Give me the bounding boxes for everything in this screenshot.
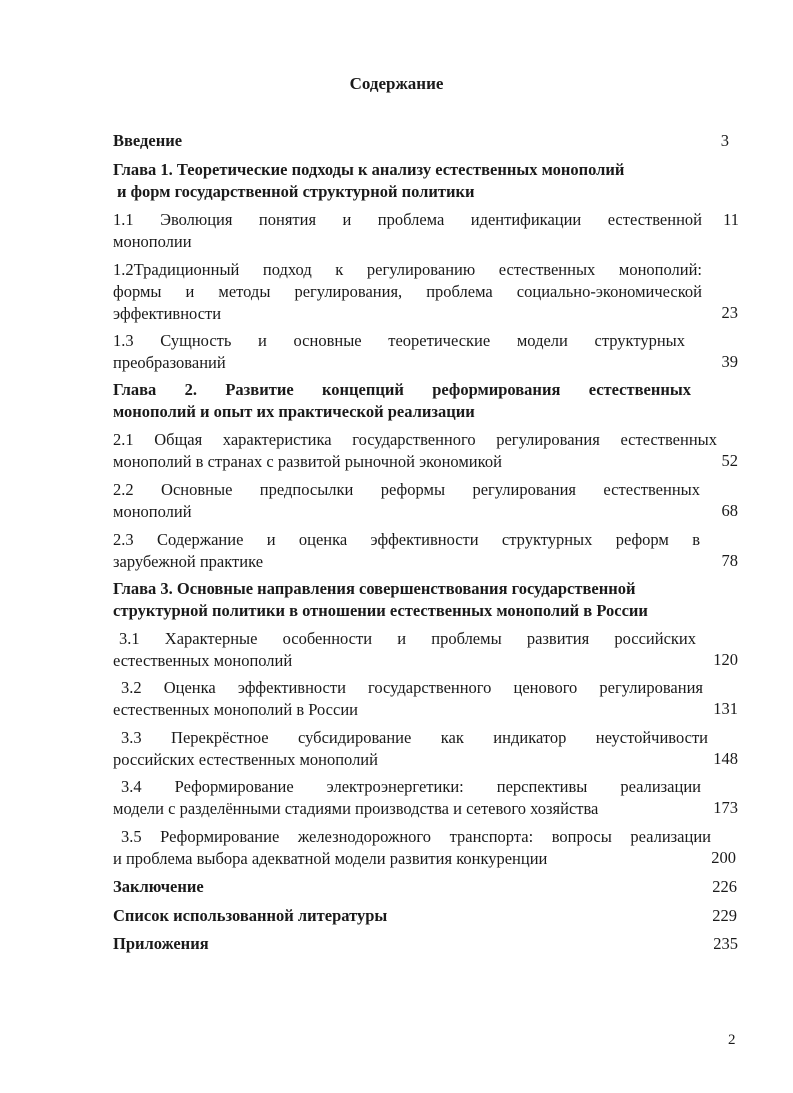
toc-item-3-1 — [113, 628, 696, 672]
toc-item-1-3-line2: преобразований — [113, 353, 226, 372]
toc-conclusion-page: 226 — [712, 877, 737, 896]
toc-item-1-1-page: 11 — [723, 210, 739, 229]
toc-item-3-5-line1: 3.5 Реформирование железнодорожного транспорта: вопросы реализации — [121, 827, 711, 846]
toc-item-2-1-page: 52 — [721, 451, 738, 470]
toc-item-2-2-line2: монополий — [113, 502, 192, 521]
toc-item-1-2-line3: эффективности — [113, 304, 222, 323]
toc-conclusion-label: Заключение — [113, 877, 204, 896]
toc-item-3-4-line1: 3.4 Реформирование электроэнергетики: перспективы реализации — [121, 777, 701, 796]
toc-item-1-2-page: 23 — [721, 303, 738, 322]
toc-item-1-2 — [113, 259, 702, 325]
toc-item-3-2-line1: 3.2 Оценка эффективности государственного ценового регулирования — [121, 678, 703, 697]
toc-references-page: 229 — [712, 906, 737, 925]
toc-item-2-1-line1: 2.1 Общая характеристика государственного регулирования естественных — [113, 430, 717, 449]
toc-item-1-1-line1: 1.1 Эволюция понятия и проблема идентификации естественной — [113, 210, 702, 229]
page-number: 2 — [728, 1032, 736, 1048]
toc-item-3-4-line2: модели с разделёнными стадиями производства и сетевого хозяйства — [113, 799, 599, 818]
chapter-2-title — [113, 379, 691, 423]
toc-item-3-1-line2: естественных монополий — [113, 651, 293, 670]
toc-references-label: Список использованной литературы — [113, 906, 388, 925]
toc-item-3-5-page: 200 — [711, 848, 736, 867]
toc-item-2-2-line1: 2.2 Основные предпосылки реформы регулирования естественных — [113, 480, 700, 499]
toc-item-3-5 — [113, 826, 711, 870]
toc-item-1-3-page: 39 — [721, 352, 738, 371]
toc-item-2-3-line2: зарубежной практике — [113, 552, 264, 571]
toc-item-1-1 — [113, 209, 702, 253]
toc-item-1-2-line1: 1.2Традиционный подход к регулированию естественных монополий: — [113, 260, 702, 279]
toc-item-3-5-line2: и проблема выбора адекватной модели развития конкуренции — [113, 849, 548, 868]
toc-item-2-2 — [113, 479, 700, 523]
chapter-3-title-line1: Глава 3. Основные направления совершенствования государственной — [113, 579, 636, 598]
toc-item-1-1-line2: монополии — [113, 232, 192, 251]
toc-item-1-2-line2: формы и методы регулирования, проблема социально-экономической — [113, 282, 702, 301]
chapter-1-title-line2: и форм государственной структурной политики — [117, 182, 475, 201]
toc-item-2-3-page: 78 — [721, 551, 738, 570]
toc-item-3-3 — [113, 727, 708, 771]
toc-item-3-4-page: 173 — [713, 798, 738, 817]
toc-item-3-1-line1: 3.1 Характерные особенности и проблемы развития российских — [119, 629, 696, 648]
toc-appendix-page: 235 — [713, 934, 738, 953]
toc-item-2-1 — [113, 429, 717, 473]
toc-appendix-label: Приложения — [113, 934, 209, 953]
toc-item-3-4 — [113, 776, 701, 820]
toc-item-3-3-line2: российских естественных монополий — [113, 750, 378, 769]
chapter-3-title-line2: структурной политики в отношении естественных монополий в России — [113, 601, 648, 620]
toc-intro-page: 3 — [720, 131, 729, 150]
page-title: Содержание — [349, 74, 444, 93]
toc-item-2-3-line1: 2.3 Содержание и оценка эффективности структурных реформ в — [113, 530, 700, 549]
toc-item-3-2-page: 131 — [713, 699, 738, 718]
toc-item-3-3-line1: 3.3 Перекрёстное субсидирование как индикатор неустойчивости — [121, 728, 708, 747]
toc-intro-label: Введение — [113, 131, 183, 150]
toc-item-3-2 — [113, 677, 703, 721]
toc-item-3-3-page: 148 — [713, 749, 738, 768]
chapter-1-title-line1: Глава 1. Теоретические подходы к анализу естественных монополий — [113, 160, 625, 179]
toc-item-2-3 — [113, 529, 700, 573]
toc-item-3-1-page: 120 — [713, 650, 738, 669]
toc-item-2-2-page: 68 — [721, 501, 738, 520]
toc-item-2-1-line2: монополий в странах с развитой рыночной экономикой — [113, 452, 502, 471]
chapter-2-title-line2: монополий и опыт их практической реализации — [113, 402, 475, 421]
toc-item-1-3-line1: 1.3 Сущность и основные теоретические модели структурных — [113, 331, 685, 350]
toc-item-3-2-line2: естественных монополий в России — [113, 700, 358, 719]
chapter-2-title-line1: Глава 2. Развитие концепций реформирования естественных — [113, 380, 691, 399]
toc-item-1-3 — [113, 330, 685, 374]
